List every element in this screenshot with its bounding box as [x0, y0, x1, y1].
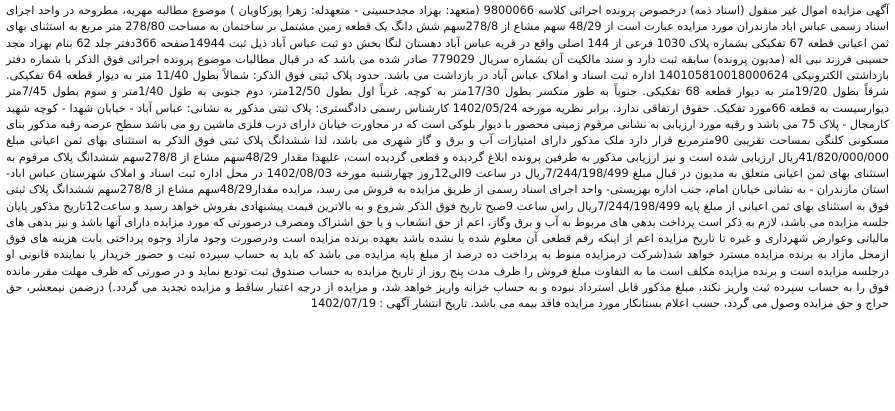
- auction-notice-text: آگهی مزایده اموال غیر منقول (اسناد ذمه) درخصوص پرونده اجرائی کلاسه 9800066 (متعهد: بهزاد مجدحسینی - متعهدله: زهرا پورکاویان ) موضوع مطالبه مهریه، مطروحه در واحد اجرای اسناد رسمی عباس اباد مازندران مورد مزایده عبارت است از 48/29 سهم مشاع از 278/8سهم شش دانگ یک قطعه زمین مشتمل بر ساختمان به مساحت 278/80 متر مربع به استثنای بهای ثمن اعیانی قطعه 67 تفکیکی بشماره پلاک 1030 فرعی از 144 اصلی واقع در قریه عباس آباد دهستان لنگا بخش دو ثبت عباس آباد ذیل ثبت 14944صفحه 366دفتر جلد 62 بنام بهزاد مجد حسینی فرزند نبی اله (مدیون پرونده) سابقه ثبت دارد و سند مالکیت آن بشماره سریال 779029 صادر شده می باشد که در قبال مطالبات موضوع پرونده اجرائی فوق الذکر با شماره دفتر بازداشتی الکترونیکی 140105810018000624 اداره ثبت اسناد و املاک عباس آباد در بازداشت می باشد. حدود پلاک ثبتی فوق الذکر: شمالاً بطول 11/40 متر به دیوار قطعه 64 تفکیکی. شرقاً بطول 19/20متر به دیوار قطعه 68 تفکیکی. جنوباً به طور منکسر بطول 17/30متر به کوچه. غرباً اول بطول 12/50متر، دوم جنوبی به طول 1/40متر و سوم بطول 7/45متر دیوارسیست به قطعه 66مورد تفکیک. حقوق ارتفاقی ندارد. برابر نظریه مورخه 1402/05/24 کارشناس رسمی دادگستری: پلاک ثبتی مذکور به نشانی: عباس آباد - خیابان شهدا - کوچه شهید کارمجال - پلاک 75 می باشد و رقبه مورد ارزیابی به نشانی مرقوم زمینی محصور با دیوار بلوکی است که در مجاورت خیابان دارای درب فلزی ماشین رو می باشد سطح عرصه رقبه مذکور بنای مسکونی کلنگی بمساحت تقریبی 90مترمربع قرار دارد ملک مذکور دارای امتیازات آب و برق و گاز شهری می باشد، لذا ششدانگ پلاک ثبتی فوق الذکر به استثنای بهای ثمن اعیانی مبلغ 41/820/000/000ریال ارزیابی شده است و نیز ارزیابی مذکور به طرفین پرونده ابلاغ گردیده و قطعی گردیده است، علیهذا مقدار 48/29سهم مشاع از 278/8سهم ششدانگ پلاک مرقوم به استثنای بهای ثمن اعیانی متعلق به مدیون در قبال مبلغ 7/244/198/499ریال در ساعت 9الی12روز چهارشنبه مورخه 1402/08/03 در محل اداره ثبت اسناد و املاک شهرستان عباس اباد- استان مازندران - به نشانی خیابان امام، جنب اداره بهزیستی- واحد اجرای اسناد رسمی از طریق مزایده به فروش می رسد، مزایده مقدار48/29سهم مشاع از 278/8سهم ششدانگ پلاک ثبتی فوق به استثنای بهای ثمن اعیانی از مبلغ پایه 7/244/198/499ریال راس ساعت 9صبح تاریخ فوق الذکر شروع و به بالاترین قیمت پیشنهادی بفروش خواهد رسید و ساعت12تاریخ مذکور پایان جلسه مزایده می باشد، لازم به ذکر است پرداخت بدهی های مربوط به آب و برق وگاز، اعم از حق انشعاب و یا حق اشتراک ومصرف درصورتی که مورد مزایده دارای آنها باشد و نیز بدهی های مالیاتی وعوارض شهرداری و غیره تا تاریخ مزایده اعم از اینکه رقم قطعی آن معلوم شده یا نشده باشد بعهده برنده مزایده است ودرصورت وجود مازاد وجوه پرداختی بابت هزینه های فوق ازمحل مازاد به برنده مزایده مسترد خواهد شد(شرکت درمزایده منوط به پرداخت ده درصد از مبلغ پایه مزایده می باشد که باید به حساب سپرده ثبت و حضور خریدار یا نماینده قانونی او درجلسه مزایده است و برنده مزایده مکلف است ما به التفاوت مبلغ فروش را ظرف مدت پنج روز از تاریخ مزایده به حساب صندوق ثبت تودیع نماید و در صورتی که ظرف مهلت مقرر مانده فوق را به حساب سپرده ثبت واریز نکند، مبلغ مذکور قابل استرداد نبوده و به حساب خزانه واریز خواهد شد، و مزایده از درجه اعتبار ساقط و مزایده تجدید می گردد.) درضمن نیمعشر، حق حراج و حق مزایده وصول می گردد، حسب اعلام بستانکار مورد مزایده فاقد بیمه می باشد. تاریخ انتشار آگهی : 1402/07/19: [6, 4, 890, 311]
